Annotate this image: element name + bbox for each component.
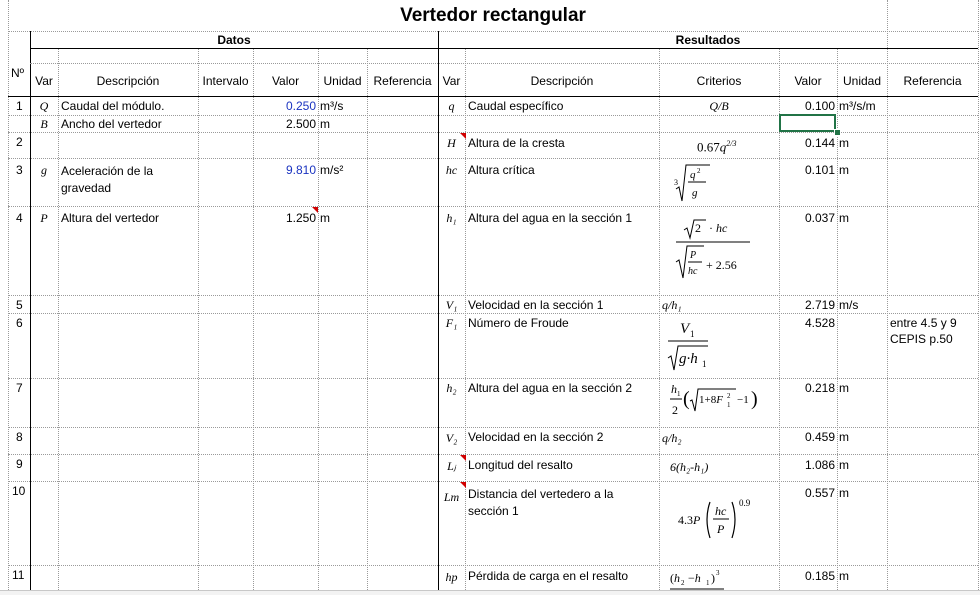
resultado-var: F₁ [445, 316, 458, 330]
resultado-criterio[interactable]: q/h₁ [662, 298, 682, 312]
bottom-edge [0, 590, 980, 595]
resultado-var: V₂ [445, 431, 458, 445]
datos-valor[interactable]: 0.250 [285, 99, 316, 113]
resultado-var: Lⱼ [447, 459, 456, 473]
resultado-referencia[interactable]: entre 4.5 y 9 [890, 316, 957, 330]
formula-h2[interactable] [668, 379, 762, 423]
datos-var: g [41, 163, 47, 177]
resultado-desc[interactable]: Velocidad en la sección 1 [468, 298, 604, 312]
formula-h1[interactable] [674, 218, 754, 284]
header-var-left: Var [35, 74, 53, 88]
svg-text:hc: hc [688, 266, 698, 277]
header-referencia-right: Referencia [903, 74, 962, 88]
resultado-unidad[interactable]: m [839, 486, 849, 500]
header-unidad-right: Unidad [842, 74, 882, 88]
resultado-var: H [447, 136, 456, 150]
datos-desc[interactable]: Altura del vertedor [61, 211, 160, 225]
svg-text:2: 2 [727, 392, 731, 400]
resultado-desc[interactable]: Longitud del resalto [468, 458, 573, 472]
svg-text:V: V [680, 321, 690, 337]
header-referencia-left: Referencia [373, 74, 432, 88]
svg-text:2: 2 [697, 167, 701, 175]
datos-unidad[interactable]: m/s² [320, 163, 344, 177]
row-number: 5 [16, 298, 23, 312]
resultado-var: h₁ [446, 211, 457, 225]
svg-text:P: P [717, 522, 725, 536]
resultado-desc[interactable]: Altura de la cresta [468, 136, 565, 150]
datos-desc[interactable]: Caudal del módulo. [61, 99, 165, 113]
svg-text:2: 2 [672, 403, 678, 417]
datos-unidad[interactable]: m [320, 211, 330, 225]
svg-text:1: 1 [690, 329, 695, 339]
sheet-title: Vertedor rectangular [400, 5, 586, 26]
header-descripcion-right: Descripción [530, 74, 594, 88]
svg-text:3: 3 [716, 569, 720, 577]
svg-text:hc: hc [715, 504, 727, 518]
row-number: 11 [12, 568, 25, 582]
svg-text:P: P [690, 250, 697, 261]
resultado-valor[interactable]: 0.459 [804, 430, 835, 444]
datos-desc[interactable]: Aceleración de la gravedad [61, 164, 154, 195]
resultado-desc[interactable]: Altura del agua en la sección 1 [468, 211, 633, 225]
datos-valor[interactable]: 2.500 [285, 117, 316, 131]
section-datos: Datos [217, 33, 251, 47]
resultado-unidad[interactable]: m [839, 211, 849, 225]
header-var-right: Var [442, 74, 461, 88]
resultado-var: hp [445, 570, 458, 584]
header-intervalo: Intervalo [202, 74, 249, 88]
resultado-criterio[interactable]: Q/B [709, 99, 729, 113]
resultado-valor[interactable]: 4.528 [804, 316, 835, 330]
formula-hp[interactable] [668, 566, 728, 592]
row-number: 1 [16, 99, 23, 113]
resultado-referencia[interactable]: CEPIS p.50 [890, 332, 953, 346]
resultado-valor[interactable]: 0.185 [804, 569, 835, 583]
row-number: 6 [16, 316, 23, 330]
svg-text:h: h [671, 382, 677, 396]
resultado-desc[interactable]: Altura crítica [468, 163, 535, 177]
resultado-var: Lm [443, 490, 460, 504]
header-criterios: Criterios [696, 74, 742, 88]
resultado-valor[interactable]: 1.086 [804, 458, 835, 472]
comment-indicator[interactable] [312, 207, 318, 213]
section-resultados: Resultados [675, 33, 741, 47]
resultado-desc[interactable]: Número de Froude [468, 316, 569, 330]
header-unidad-left: Unidad [323, 74, 362, 88]
resultado-criterio[interactable]: 6(h₂-h₁) [670, 460, 709, 474]
svg-text:1: 1 [677, 390, 681, 398]
svg-text:1: 1 [727, 401, 731, 409]
header-valor-right: Valor [794, 74, 822, 88]
datos-var: P [40, 211, 48, 225]
resultado-valor[interactable]: 0.144 [804, 136, 835, 150]
datos-desc[interactable]: Ancho del vertedor [61, 117, 162, 131]
resultado-unidad[interactable]: m [839, 136, 849, 150]
datos-valor[interactable]: 1.250 [285, 211, 316, 225]
comment-indicator[interactable] [460, 482, 466, 488]
resultado-unidad[interactable]: m [839, 569, 849, 583]
resultado-var: h₂ [446, 381, 457, 395]
datos-valor[interactable]: 9.810 [285, 163, 316, 177]
datos-unidad[interactable]: m [320, 117, 330, 131]
fill-handle[interactable] [834, 129, 841, 136]
row-number: 7 [16, 381, 23, 395]
svg-text:−h: −h [688, 571, 701, 585]
row-number: 2 [16, 135, 23, 149]
svg-text:(h: (h [670, 571, 680, 585]
svg-text:1: 1 [706, 579, 710, 587]
row-number: 4 [16, 211, 23, 225]
svg-text:+ 2.56: + 2.56 [706, 258, 737, 272]
svg-text:): ) [751, 388, 758, 410]
svg-text:): ) [711, 571, 715, 585]
row-number: 8 [16, 430, 23, 444]
formula-lm[interactable] [676, 494, 758, 542]
resultado-valor[interactable]: 0.100 [804, 99, 835, 113]
svg-text:q: q [690, 169, 696, 181]
resultado-desc[interactable]: Distancia del vertedero a la sección 1 [468, 487, 614, 518]
resultado-var: hc [445, 163, 458, 177]
svg-text:2: 2 [681, 579, 685, 587]
svg-text:−1: −1 [737, 394, 749, 406]
svg-text:1: 1 [702, 359, 707, 369]
header-descripcion-left: Descripción [96, 74, 160, 88]
resultado-valor[interactable]: 0.557 [804, 486, 835, 500]
svg-text:· hc: · hc [709, 221, 728, 235]
svg-text:g: g [692, 187, 698, 199]
selected-cell[interactable] [779, 114, 836, 132]
svg-text:2: 2 [695, 221, 701, 235]
resultado-valor[interactable]: 2.719 [804, 298, 835, 312]
resultado-desc[interactable]: Pérdida de carga en el resalto [468, 569, 629, 583]
resultado-valor[interactable]: 0.101 [804, 163, 835, 177]
resultado-unidad[interactable]: m³/s/m [839, 99, 876, 113]
formula-h[interactable]: $0.67q^{2/3}$ [697, 139, 737, 155]
resultado-var: V₁ [445, 298, 458, 312]
svg-text:3: 3 [674, 178, 678, 187]
resultado-unidad[interactable]: m [839, 430, 849, 444]
svg-text:4.3P: 4.3P [678, 513, 701, 527]
row-number: 3 [16, 163, 23, 177]
resultado-unidad[interactable]: m/s [839, 298, 859, 312]
resultado-unidad[interactable]: m [839, 458, 849, 472]
row-number: 9 [16, 457, 23, 471]
resultado-desc[interactable]: Altura del agua en la sección 2 [468, 381, 633, 395]
svg-text:g·h: g·h [679, 351, 698, 367]
svg-text:(: ( [683, 388, 690, 410]
header-valor-left: Valor [271, 74, 300, 88]
resultado-desc[interactable]: Caudal específico [468, 99, 564, 113]
resultado-valor[interactable]: 0.218 [804, 381, 835, 395]
resultado-unidad[interactable]: m [839, 381, 849, 395]
row-number: 10 [12, 484, 26, 498]
resultado-valor[interactable]: 0.037 [804, 211, 835, 225]
svg-text:1+8F: 1+8F [699, 394, 723, 406]
datos-var: B [40, 117, 48, 131]
datos-var: Q [39, 99, 49, 113]
formula-hc[interactable] [672, 161, 712, 205]
resultado-var: q [448, 99, 455, 113]
resultado-unidad[interactable]: m [839, 163, 849, 177]
datos-unidad[interactable]: m³/s [320, 99, 344, 113]
resultado-desc[interactable]: Velocidad en la sección 2 [468, 430, 604, 444]
formula-f1[interactable] [666, 316, 712, 374]
svg-text:0.9: 0.9 [739, 498, 751, 508]
resultado-criterio[interactable]: q/h₂ [662, 431, 682, 445]
header-no: Nº [11, 66, 25, 80]
